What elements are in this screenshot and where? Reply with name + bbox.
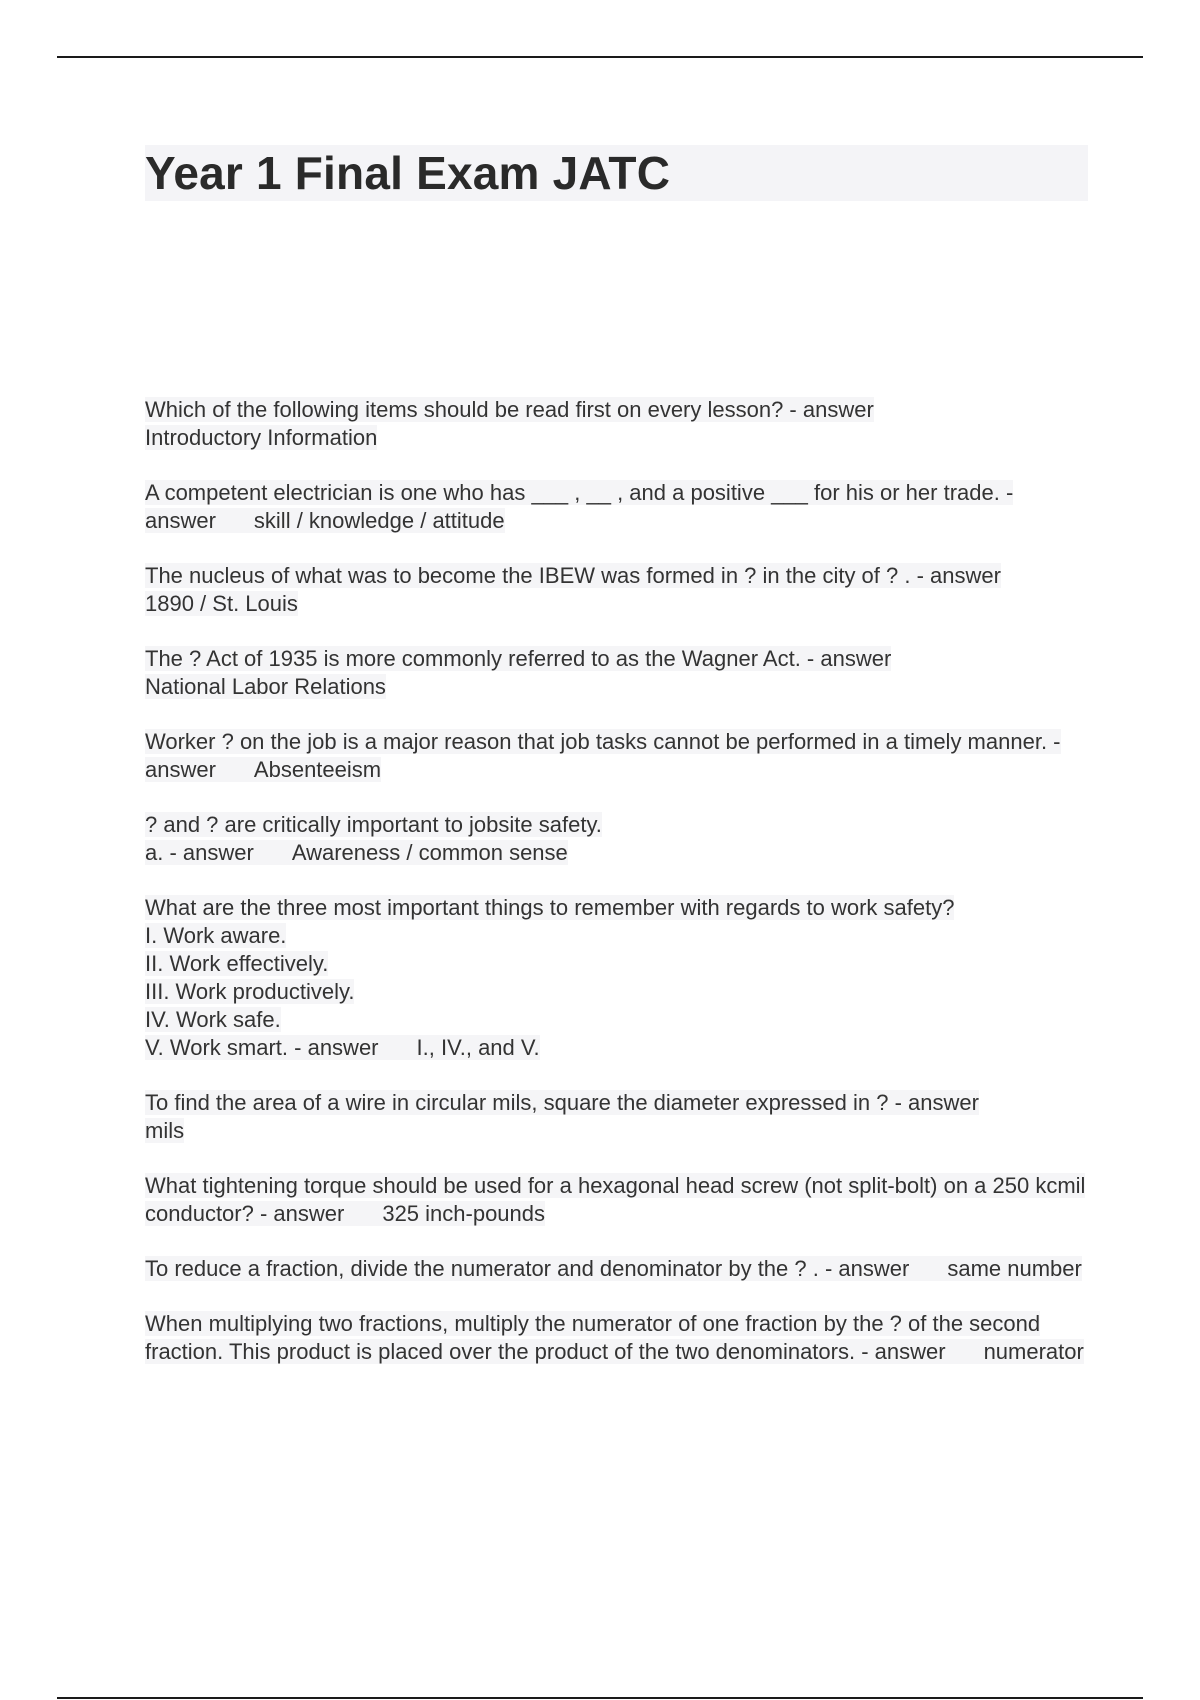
answer-text: I., IV., and V. xyxy=(416,1035,540,1060)
question-highlight xyxy=(145,812,602,865)
question-highlight xyxy=(145,729,1061,782)
question-text: Which of the following items should be read first on every lesson? - answer xyxy=(145,397,874,422)
question-highlight xyxy=(145,1173,1085,1226)
question-item xyxy=(145,894,1090,1062)
question-text: Worker ? on the job is a major reason that job tasks cannot be performed in a timely manner. - answer xyxy=(145,729,1061,782)
question-highlight xyxy=(145,646,891,699)
answer-text: Introductory Information xyxy=(145,425,378,450)
question-highlight xyxy=(145,1256,1082,1281)
question-text: To reduce a fraction, divide the numerator and denominator by the ? . - answer xyxy=(145,1256,910,1281)
answer-text: 325 inch-pounds xyxy=(382,1201,546,1226)
question-highlight xyxy=(145,563,1001,616)
question-item xyxy=(145,1089,1090,1145)
question-item xyxy=(145,396,1090,452)
answer-text: Absenteeism xyxy=(253,757,382,782)
question-text: What tightening torque should be used for a hexagonal head screw (not split-bolt) on a 250 kcmil conductor? - answer xyxy=(145,1173,1086,1226)
question-text: The nucleus of what was to become the IBEW was formed in ? in the city of ? . - answer xyxy=(145,563,1001,588)
question-text: When multiplying two fractions, multiply the numerator of one fraction by the ? of the second fraction. This product is placed over the product of the two denominators. - answer xyxy=(145,1311,1041,1364)
question-text: ? and ? are critically important to jobsite safety. a. - answer xyxy=(145,812,602,865)
question-item xyxy=(145,1172,1090,1228)
answer-text: National Labor Relations xyxy=(145,674,386,699)
answer-text: 1890 / St. Louis xyxy=(145,591,298,616)
question-text: What are the three most important things to remember with regards to work safety? I. Work aware. II. Work effectively. III. Work productively. IV. Work safe. V. Work smart. - answer xyxy=(145,895,955,1060)
question-text: A competent electrician is one who has ___ , __ , and a positive ___ for his or her trade. - answer xyxy=(145,480,1014,533)
answer-text: same number xyxy=(947,1256,1082,1281)
question-item xyxy=(145,562,1090,618)
answer-text: skill / knowledge / attitude xyxy=(253,508,505,533)
question-item xyxy=(145,479,1090,535)
question-item xyxy=(145,1310,1090,1366)
answer-text: Awareness / common sense xyxy=(291,840,568,865)
bottom-rule xyxy=(57,1697,1143,1699)
question-highlight xyxy=(145,397,874,450)
question-item xyxy=(145,1255,1090,1283)
question-item xyxy=(145,645,1090,701)
document-title: Year 1 Final Exam JATC xyxy=(145,147,671,199)
question-highlight xyxy=(145,895,954,1060)
question-list xyxy=(145,396,1090,1393)
question-highlight xyxy=(145,1311,1084,1364)
answer-text: mils xyxy=(145,1118,185,1143)
question-item xyxy=(145,728,1090,784)
question-highlight xyxy=(145,480,1013,533)
question-text: To find the area of a wire in circular mils, square the diameter expressed in ? - answer xyxy=(145,1090,979,1115)
answer-text: numerator xyxy=(983,1339,1084,1364)
question-item xyxy=(145,811,1090,867)
question-text: The ? Act of 1935 is more commonly referred to as the Wagner Act. - answer xyxy=(145,646,892,671)
question-highlight xyxy=(145,1090,979,1143)
top-rule xyxy=(57,56,1143,58)
